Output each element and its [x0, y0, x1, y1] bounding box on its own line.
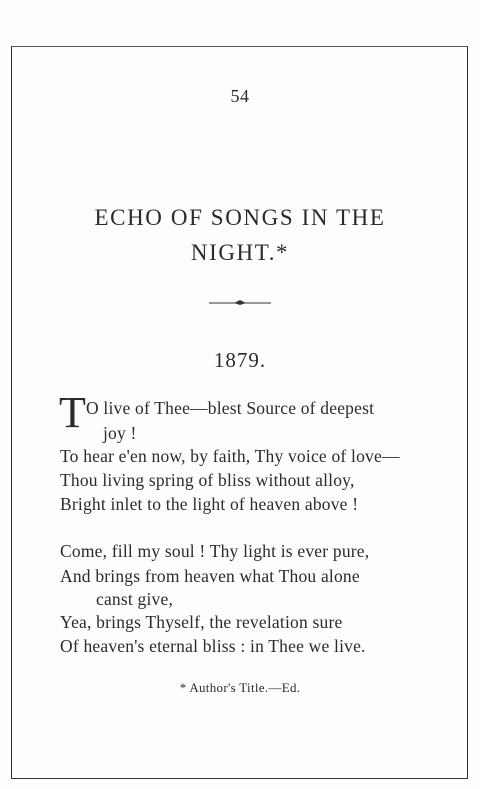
poem-line: O live of Thee—blest Source of deepest [86, 398, 375, 418]
poem-line: Yea, brings Thyself, the revelation sure [60, 612, 343, 632]
footnote: * Author's Title.—Ed. [179, 680, 301, 695]
page-number: 54 [230, 86, 250, 106]
poem-line: And brings from heaven what Thou alone [60, 566, 360, 586]
poem-line: joy ! [103, 423, 137, 443]
poem-line: Of heaven's eternal bliss : in Thee we live. [60, 636, 366, 656]
poem-line: canst give, [96, 589, 174, 609]
drop-cap: T [59, 388, 86, 437]
poem-year: 1879. [213, 348, 267, 372]
poem-line: Bright inlet to the light of heaven above ! [60, 494, 359, 514]
poem-title-line-2: NIGHT.* [190, 240, 290, 265]
poem-title-line-1: ECHO OF SONGS IN THE [94, 205, 386, 230]
poem-line: Come, fill my soul ! Thy light is ever pure, [60, 541, 370, 561]
ornament-rule-icon [209, 299, 271, 307]
poem-line: Thou living spring of bliss without alloy, [60, 470, 355, 490]
poem-line: To hear e'en now, by faith, Thy voice of love— [60, 446, 400, 466]
